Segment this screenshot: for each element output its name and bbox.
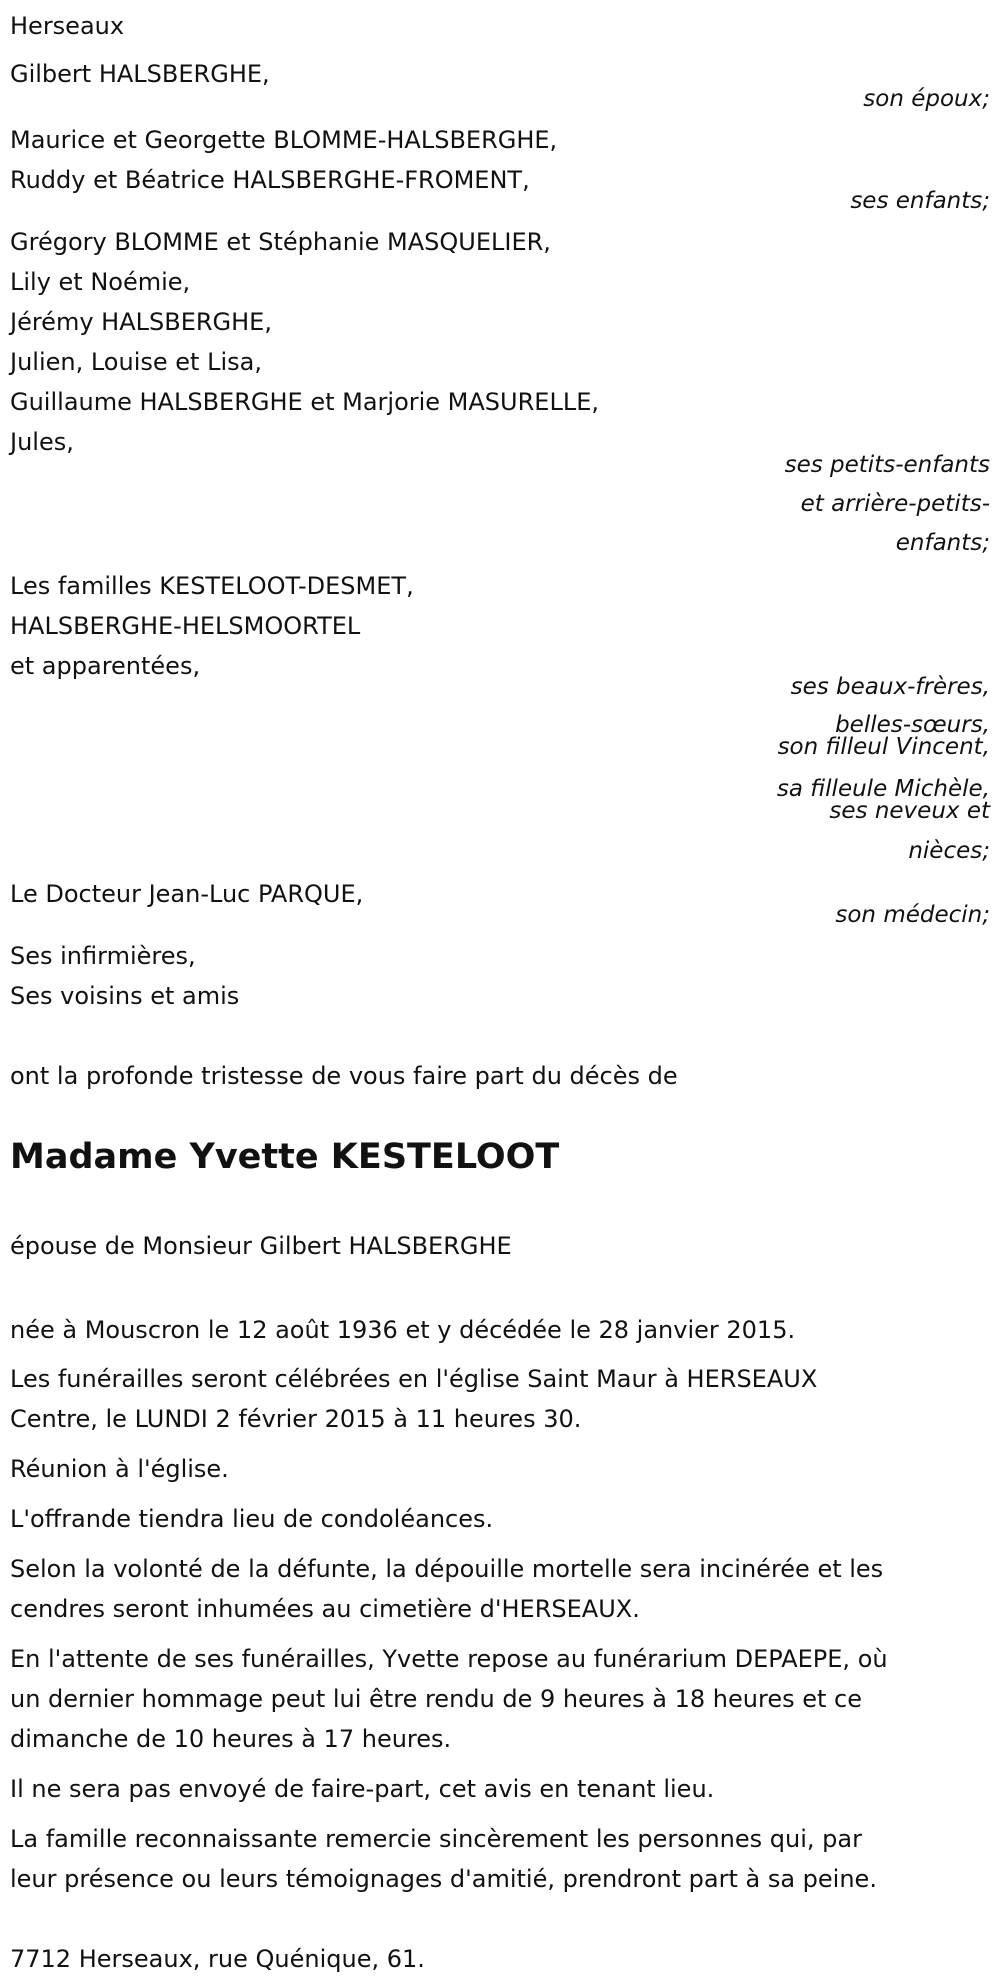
grandchildren-role-line: et arrière-petits-: [800, 491, 990, 517]
thanks-line: La famille reconnaissante remercie sincèrement les personnes qui, par: [10, 1825, 862, 1853]
grandchild-line: Grégory BLOMME et Stéphanie MASQUELIER,: [10, 228, 551, 256]
no-cards-line: Il ne sera pas envoyé de faire-part, cet avis en tenant lieu.: [10, 1775, 715, 1803]
announcement-intro: ont la profonde tristesse de vous faire part du décès de: [10, 1062, 678, 1090]
child-line: Maurice et Georgette BLOMME-HALSBERGHE,: [10, 126, 558, 154]
funeral-line: Les funérailles seront célébrées en l'église Saint Maur à HERSEAUX: [10, 1365, 818, 1393]
cremation-line: Selon la volonté de la défunte, la dépouille mortelle sera incinérée et les: [10, 1555, 884, 1583]
cremation-line: cendres seront inhumées au cimetière d'HERSEAUX.: [10, 1595, 640, 1623]
families-role-line: belles-sœurs,: [835, 712, 990, 738]
address-line: 7712 Herseaux, rue Quénique, 61.: [10, 1945, 425, 1973]
meeting-line: Réunion à l'église.: [10, 1455, 229, 1483]
doctor-name: Le Docteur Jean-Luc PARQUE,: [10, 880, 364, 908]
families-line: Les familles KESTELOOT-DESMET,: [10, 572, 414, 600]
spouse-name: Gilbert HALSBERGHE,: [10, 60, 270, 88]
grandchildren-role-line: enfants;: [895, 530, 990, 556]
thanks-line: leur présence ou leurs témoignages d'amitié, prendront part à sa peine.: [10, 1865, 877, 1893]
families-role-line: ses neveux et: [829, 798, 990, 824]
child-line: Ruddy et Béatrice HALSBERGHE-FROMENT,: [10, 166, 530, 194]
families-line: HALSBERGHE-HELSMOORTEL: [10, 612, 361, 640]
families-role-line: son filleul Vincent,: [777, 734, 990, 760]
families-line: et apparentées,: [10, 652, 201, 680]
families-role-line: sa filleule Michèle,: [776, 776, 990, 802]
others-line: Ses voisins et amis: [10, 982, 240, 1010]
grandchild-line: Guillaume HALSBERGHE et Marjorie MASURELLE,: [10, 388, 599, 416]
funeral-line: Centre, le LUNDI 2 février 2015 à 11 heures 30.: [10, 1405, 582, 1433]
birth-death-line: née à Mouscron le 12 août 1936 et y décédée le 28 janvier 2015.: [10, 1316, 796, 1344]
grandchild-line: Jules,: [10, 428, 74, 456]
grandchild-line: Jérémy HALSBERGHE,: [10, 308, 272, 336]
place-heading: Herseaux: [10, 12, 125, 40]
funerarium-line: En l'attente de ses funérailles, Yvette repose au funérarium DEPAEPE, où: [10, 1645, 888, 1673]
grandchild-line: Julien, Louise et Lisa,: [10, 348, 262, 376]
doctor-role: son médecin;: [835, 902, 990, 928]
grandchild-line: Lily et Noémie,: [10, 268, 191, 296]
grandchildren-role-line: ses petits-enfants: [784, 452, 990, 478]
spouse-of-line: épouse de Monsieur Gilbert HALSBERGHE: [10, 1232, 512, 1260]
others-line: Ses infirmières,: [10, 942, 196, 970]
funerarium-line: un dernier hommage peut lui être rendu de 9 heures à 18 heures et ce: [10, 1685, 862, 1713]
families-role-line: nièces;: [908, 838, 990, 864]
deceased-name: Madame Yvette KESTELOOT: [10, 1137, 560, 1177]
children-role: ses enfants;: [850, 188, 990, 214]
spouse-role: son époux;: [863, 86, 990, 112]
families-role-line: ses beaux-frères,: [790, 674, 990, 700]
funerarium-line: dimanche de 10 heures à 17 heures.: [10, 1725, 452, 1753]
offering-line: L'offrande tiendra lieu de condoléances.: [10, 1505, 494, 1533]
